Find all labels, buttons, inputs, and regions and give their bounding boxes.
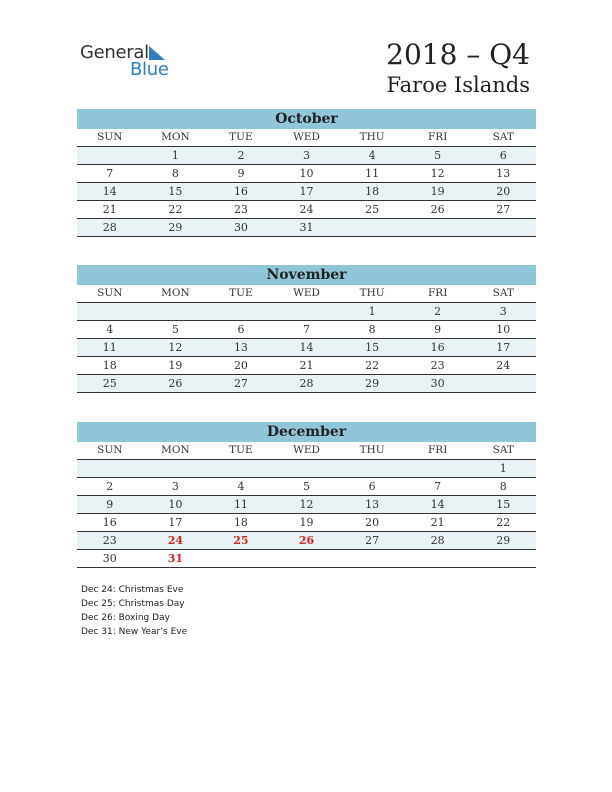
day-cell: 5 — [434, 149, 442, 162]
day-cell: 30 — [233, 221, 248, 234]
day-cell: 23 — [102, 534, 117, 547]
day-cell: 18 — [365, 185, 380, 198]
holiday-note: Dec 24: Christmas Eve — [81, 585, 184, 595]
day-cell: 10 — [168, 498, 183, 511]
weekday-label: FRI — [428, 131, 448, 143]
day-cell: 30 — [102, 552, 117, 565]
day-cell: 22 — [168, 203, 183, 216]
day-cell: 8 — [171, 167, 179, 180]
day-cell: 22 — [496, 516, 511, 529]
day-cell: 3 — [171, 480, 179, 493]
day-cell — [339, 550, 405, 567]
day-cell: 24 — [299, 203, 314, 216]
week-row — [77, 339, 536, 357]
day-cell: 25 — [365, 203, 380, 216]
day-cell: 14 — [430, 498, 445, 511]
weekday-header — [77, 129, 536, 147]
day-cell: 20 — [233, 359, 248, 372]
week-row — [77, 460, 536, 478]
day-cell — [405, 219, 471, 236]
day-cell — [208, 460, 274, 477]
day-cell: 16 — [233, 185, 248, 198]
day-cell: 9 — [106, 498, 114, 511]
weekday-label: MON — [161, 444, 190, 456]
day-cell: 21 — [430, 516, 445, 529]
weekday-label: SAT — [492, 131, 514, 143]
weekday-label: TUE — [229, 131, 253, 143]
day-cell: 3 — [303, 149, 311, 162]
day-cell: 29 — [365, 377, 380, 390]
day-cell: 9 — [237, 167, 245, 180]
day-cell: 31 — [167, 552, 184, 565]
day-cell — [274, 460, 340, 477]
day-cell: 18 — [233, 516, 248, 529]
week-row — [77, 496, 536, 514]
day-cell: 16 — [430, 341, 445, 354]
day-cell: 12 — [299, 498, 314, 511]
day-cell: 4 — [368, 149, 376, 162]
day-cell: 14 — [299, 341, 314, 354]
month-december — [77, 422, 536, 568]
day-cell — [208, 303, 274, 320]
day-cell — [143, 460, 209, 477]
day-cell: 12 — [168, 341, 183, 354]
day-cell: 13 — [365, 498, 380, 511]
week-row — [77, 550, 536, 568]
day-cell: 9 — [434, 323, 442, 336]
weekday-label: THU — [359, 444, 385, 456]
day-cell: 11 — [102, 341, 117, 354]
day-cell — [405, 550, 471, 567]
day-cell: 10 — [496, 323, 511, 336]
day-cell: 28 — [430, 534, 445, 547]
day-cell: 21 — [102, 203, 117, 216]
week-row — [77, 532, 536, 550]
week-row — [77, 514, 536, 532]
day-cell — [470, 375, 536, 392]
day-cell: 16 — [102, 516, 117, 529]
day-cell: 1 — [171, 149, 179, 162]
weekday-label: FRI — [428, 287, 448, 299]
logo-triangle-icon — [149, 46, 165, 60]
weekday-label: SUN — [97, 131, 123, 143]
weekday-label: TUE — [229, 444, 253, 456]
day-cell: 26 — [168, 377, 183, 390]
month-november — [77, 265, 536, 393]
week-row — [77, 147, 536, 165]
week-row — [77, 219, 536, 237]
day-cell: 20 — [365, 516, 380, 529]
day-cell: 19 — [168, 359, 183, 372]
weekday-label: THU — [359, 287, 385, 299]
day-cell: 14 — [102, 185, 117, 198]
week-row — [77, 357, 536, 375]
day-cell: 7 — [106, 167, 114, 180]
weekday-label: SUN — [97, 444, 123, 456]
month-title: November — [77, 265, 536, 285]
day-cell: 5 — [303, 480, 311, 493]
day-cell: 8 — [499, 480, 507, 493]
day-cell: 26 — [430, 203, 445, 216]
day-cell — [470, 219, 536, 236]
month-title: December — [77, 422, 536, 442]
day-cell: 2 — [237, 149, 245, 162]
holiday-note: Dec 31: New Year’s Eve — [81, 627, 188, 637]
day-cell — [208, 550, 274, 567]
day-cell: 26 — [298, 534, 315, 547]
logo-general-text: General — [80, 42, 149, 63]
day-cell: 28 — [299, 377, 314, 390]
day-cell: 21 — [299, 359, 314, 372]
week-row — [77, 478, 536, 496]
day-cell: 27 — [365, 534, 380, 547]
day-cell — [77, 460, 143, 477]
weekday-label: FRI — [428, 444, 448, 456]
weekday-label: MON — [161, 287, 190, 299]
day-cell: 17 — [168, 516, 183, 529]
logo-blue-text: Blue — [130, 59, 169, 80]
day-cell: 6 — [237, 323, 245, 336]
day-cell: 5 — [171, 323, 179, 336]
weekday-label: TUE — [229, 287, 253, 299]
holiday-note: Dec 26: Boxing Day — [81, 613, 170, 623]
day-cell — [274, 550, 340, 567]
logo — [80, 42, 190, 82]
day-cell — [339, 219, 405, 236]
day-cell: 6 — [499, 149, 507, 162]
day-cell: 30 — [430, 377, 445, 390]
day-cell — [143, 303, 209, 320]
day-cell: 3 — [499, 305, 507, 318]
weekday-label: WED — [293, 444, 320, 456]
day-cell: 15 — [168, 185, 183, 198]
week-row — [77, 303, 536, 321]
weekday-label: SAT — [492, 444, 514, 456]
week-row — [77, 183, 536, 201]
day-cell: 24 — [496, 359, 511, 372]
day-cell — [339, 460, 405, 477]
day-cell: 29 — [168, 221, 183, 234]
day-cell: 11 — [233, 498, 248, 511]
page-title: 2018 – Q4 — [386, 38, 530, 71]
day-cell: 7 — [303, 323, 311, 336]
holiday-notes — [81, 583, 187, 639]
weekday-label: THU — [359, 131, 385, 143]
day-cell: 25 — [102, 377, 117, 390]
day-cell: 24 — [167, 534, 184, 547]
day-cell: 29 — [496, 534, 511, 547]
day-cell — [470, 550, 536, 567]
day-cell: 10 — [299, 167, 314, 180]
day-cell: 19 — [430, 185, 445, 198]
day-cell: 23 — [430, 359, 445, 372]
day-cell: 27 — [496, 203, 511, 216]
day-cell — [77, 303, 143, 320]
day-cell: 6 — [368, 480, 376, 493]
month-october — [77, 109, 536, 237]
day-cell: 1 — [499, 462, 507, 475]
day-cell: 17 — [299, 185, 314, 198]
page-subtitle: Faroe Islands — [386, 73, 530, 97]
day-cell: 4 — [106, 323, 114, 336]
weekday-label: WED — [293, 287, 320, 299]
day-cell: 7 — [434, 480, 442, 493]
day-cell: 4 — [237, 480, 245, 493]
weekday-label: WED — [293, 131, 320, 143]
day-cell: 8 — [368, 323, 376, 336]
day-cell: 2 — [434, 305, 442, 318]
week-row — [77, 165, 536, 183]
day-cell — [77, 147, 143, 164]
week-row — [77, 201, 536, 219]
weekday-label: SUN — [97, 287, 123, 299]
day-cell — [405, 460, 471, 477]
day-cell — [274, 303, 340, 320]
holiday-note: Dec 25: Christmas Day — [81, 599, 185, 609]
day-cell: 31 — [299, 221, 314, 234]
day-cell: 19 — [299, 516, 314, 529]
weekday-label: MON — [161, 131, 190, 143]
weekday-header — [77, 442, 536, 460]
weekday-label: SAT — [492, 287, 514, 299]
day-cell: 15 — [496, 498, 511, 511]
day-cell: 28 — [102, 221, 117, 234]
day-cell: 18 — [102, 359, 117, 372]
week-row — [77, 321, 536, 339]
week-row — [77, 375, 536, 393]
day-cell: 13 — [496, 167, 511, 180]
day-cell: 11 — [365, 167, 380, 180]
day-cell: 25 — [233, 534, 249, 547]
weekday-header — [77, 285, 536, 303]
day-cell: 13 — [233, 341, 248, 354]
day-cell: 22 — [365, 359, 380, 372]
day-cell: 20 — [496, 185, 511, 198]
day-cell: 27 — [233, 377, 248, 390]
day-cell: 2 — [106, 480, 114, 493]
day-cell: 12 — [430, 167, 445, 180]
month-title: October — [77, 109, 536, 129]
day-cell: 17 — [496, 341, 511, 354]
day-cell: 1 — [368, 305, 376, 318]
day-cell: 15 — [365, 341, 380, 354]
day-cell: 23 — [233, 203, 248, 216]
